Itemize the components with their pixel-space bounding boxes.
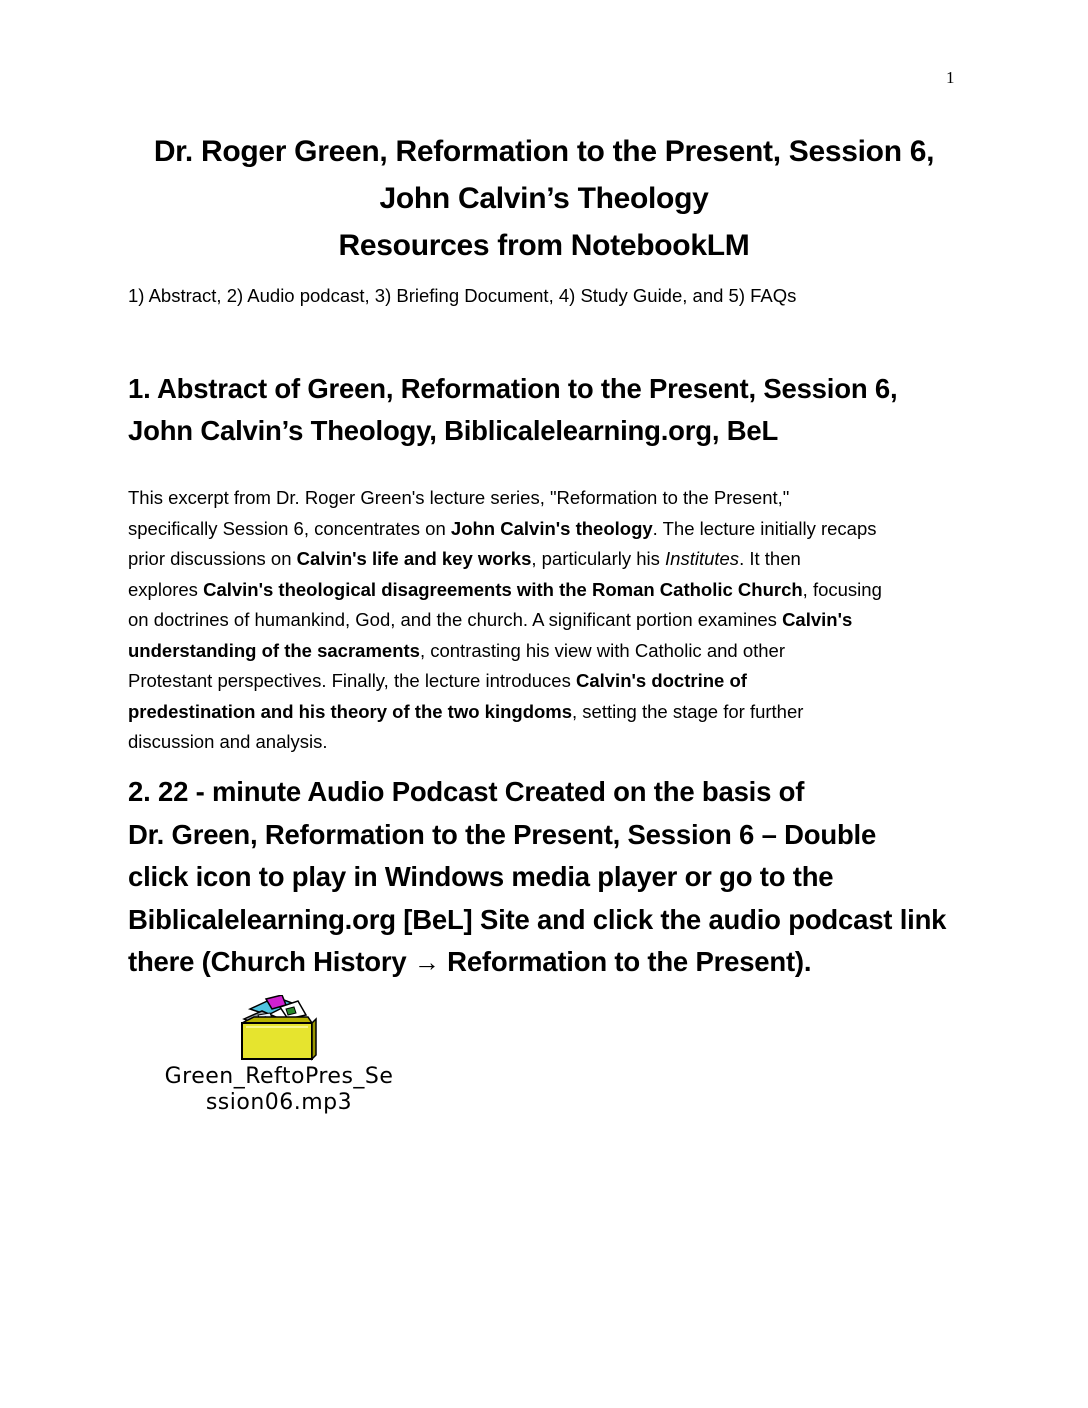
abstract-bold-text: Calvin's life and key works xyxy=(296,548,532,569)
package-icon xyxy=(236,995,320,1061)
abstract-heading xyxy=(128,368,988,452)
file-name-line: ssion06.mp3 xyxy=(205,1090,353,1115)
podcast-heading-line: Biblicalelearning.org [BeL] Site and click the audio podcast link xyxy=(128,903,947,935)
podcast-heading-line: Dr. Green, Reformation to the Present, Session 6 – Double xyxy=(128,818,877,850)
abstract-text: , setting the stage for further xyxy=(572,700,804,722)
abstract-paragraph xyxy=(128,483,988,758)
abstract-italic-text: Institutes xyxy=(665,548,740,569)
abstract-text: , focusing xyxy=(802,578,882,600)
title-line-2: John Calvin’s Theology xyxy=(379,182,709,215)
audio-file-attachment[interactable] xyxy=(124,995,434,1116)
abstract-line xyxy=(128,727,988,758)
abstract-line xyxy=(128,605,988,636)
podcast-heading-line xyxy=(128,941,1028,984)
abstract-text: explores xyxy=(128,578,204,600)
podcast-heading-line: click icon to play in Windows media player or go to the xyxy=(128,861,834,892)
abstract-line xyxy=(128,575,988,606)
title-line-3: Resources from NotebookLM xyxy=(338,229,750,262)
abstract-line xyxy=(128,697,988,728)
abstract-text: prior discussions on xyxy=(128,548,297,569)
abstract-text: discussion and analysis. xyxy=(128,731,328,752)
abstract-heading-line-2: John Calvin’s Theology, Biblicalelearning.org, BeL xyxy=(128,415,779,446)
podcast-heading xyxy=(128,771,1028,984)
page-number: 1 xyxy=(946,68,955,87)
file-name[interactable] xyxy=(124,1064,434,1116)
abstract-line xyxy=(128,636,988,667)
abstract-bold-text: Calvin's doctrine of xyxy=(575,670,747,691)
abstract-text: . It then xyxy=(739,548,801,569)
page-title xyxy=(100,128,988,269)
abstract-text: , contrasting his view with Catholic and other xyxy=(419,639,785,661)
podcast-heading-text: Reformation to the Present). xyxy=(439,946,812,977)
abstract-line xyxy=(128,514,988,545)
file-name-line: Green_ReftoPres_Se xyxy=(164,1064,394,1089)
abstract-line xyxy=(128,666,988,697)
podcast-heading-line: 2. 22 - minute Audio Podcast Created on the basis of xyxy=(128,776,805,807)
abstract-line xyxy=(128,544,988,575)
abstract-text: specifically Session 6, concentrates on xyxy=(128,517,451,539)
arrow-right-icon: → xyxy=(413,947,440,977)
abstract-bold-text: Calvin's xyxy=(782,609,853,630)
abstract-bold-text: understanding of the sacraments xyxy=(128,639,420,661)
abstract-line xyxy=(128,483,988,514)
abstract-bold-text: John Calvin's theology xyxy=(450,517,653,539)
abstract-text: on doctrines of humankind, God, and the church. A significant portion examines xyxy=(128,609,783,630)
title-line-1: Dr. Roger Green, Reformation to the Present, Session 6, xyxy=(153,135,935,168)
abstract-text: , particularly his xyxy=(531,548,666,569)
resources-list: 1) Abstract, 2) Audio podcast, 3) Briefing Document, 4) Study Guide, and 5) FAQs xyxy=(128,285,797,306)
abstract-heading-line-1: 1. Abstract of Green, Reformation to the Present, Session 6, xyxy=(128,373,898,404)
abstract-bold-text: Calvin's theological disagreements with the Roman Catholic Church xyxy=(203,578,803,600)
podcast-heading-text: there (Church History xyxy=(128,946,414,977)
abstract-bold-text: predestination and his theory of the two kingdoms xyxy=(128,700,573,722)
abstract-text: Protestant perspectives. Finally, the lecture introduces xyxy=(128,670,576,691)
abstract-text: This excerpt from Dr. Roger Green's lecture series, "Reformation to the Present," xyxy=(128,487,790,508)
abstract-text: . The lecture initially recaps xyxy=(652,517,877,539)
